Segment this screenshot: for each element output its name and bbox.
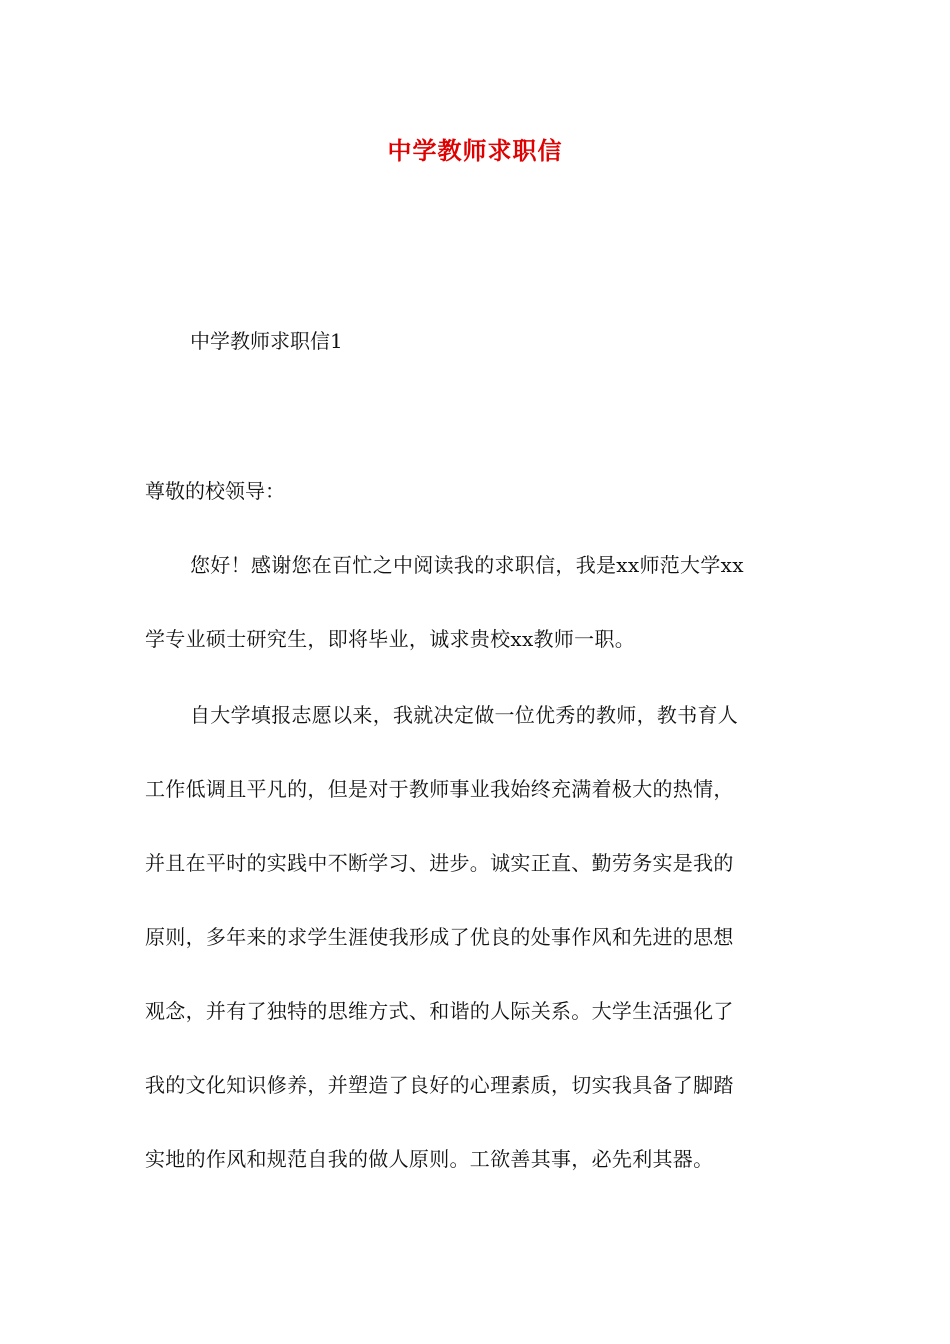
paragraph-line: 工作低调且平凡的，但是对于教师事业我始终充满着极大的热情， (145, 777, 734, 801)
paragraph-line: 并且在平时的实践中不断学习、进步。诚实正直、勤劳务实是我的 (145, 851, 734, 875)
paragraph-line: 原则，多年来的求学生涯使我形成了优良的处事作风和先进的思想 (145, 925, 734, 949)
letter-subheading: 中学教师求职信1 (190, 329, 343, 353)
paragraph-line: 实地的作风和规范自我的做人原则。工欲善其事，必先利其器。 (145, 1147, 714, 1171)
paragraph-line: 自大学填报志愿以来，我就决定做一位优秀的教师，教书育人 (190, 703, 739, 727)
paragraph-1 (145, 550, 815, 698)
paragraph-2 (145, 700, 815, 1218)
paragraph-line: 我的文化知识修养，并塑造了良好的心理素质，切实我具备了脚踏 (145, 1073, 734, 1097)
paragraph-line: 您好！感谢您在百忙之中阅读我的求职信，我是xx师范大学xx (190, 553, 744, 577)
salutation: 尊敬的校领导： (145, 479, 285, 503)
document-title: 中学教师求职信 (387, 136, 563, 165)
paragraph-line: 观念，并有了独特的思维方式、和谐的人际关系。大学生活强化了 (145, 999, 734, 1023)
paragraph-line: 学专业硕士研究生，即将毕业，诚求贵校xx教师一职。 (145, 627, 636, 651)
